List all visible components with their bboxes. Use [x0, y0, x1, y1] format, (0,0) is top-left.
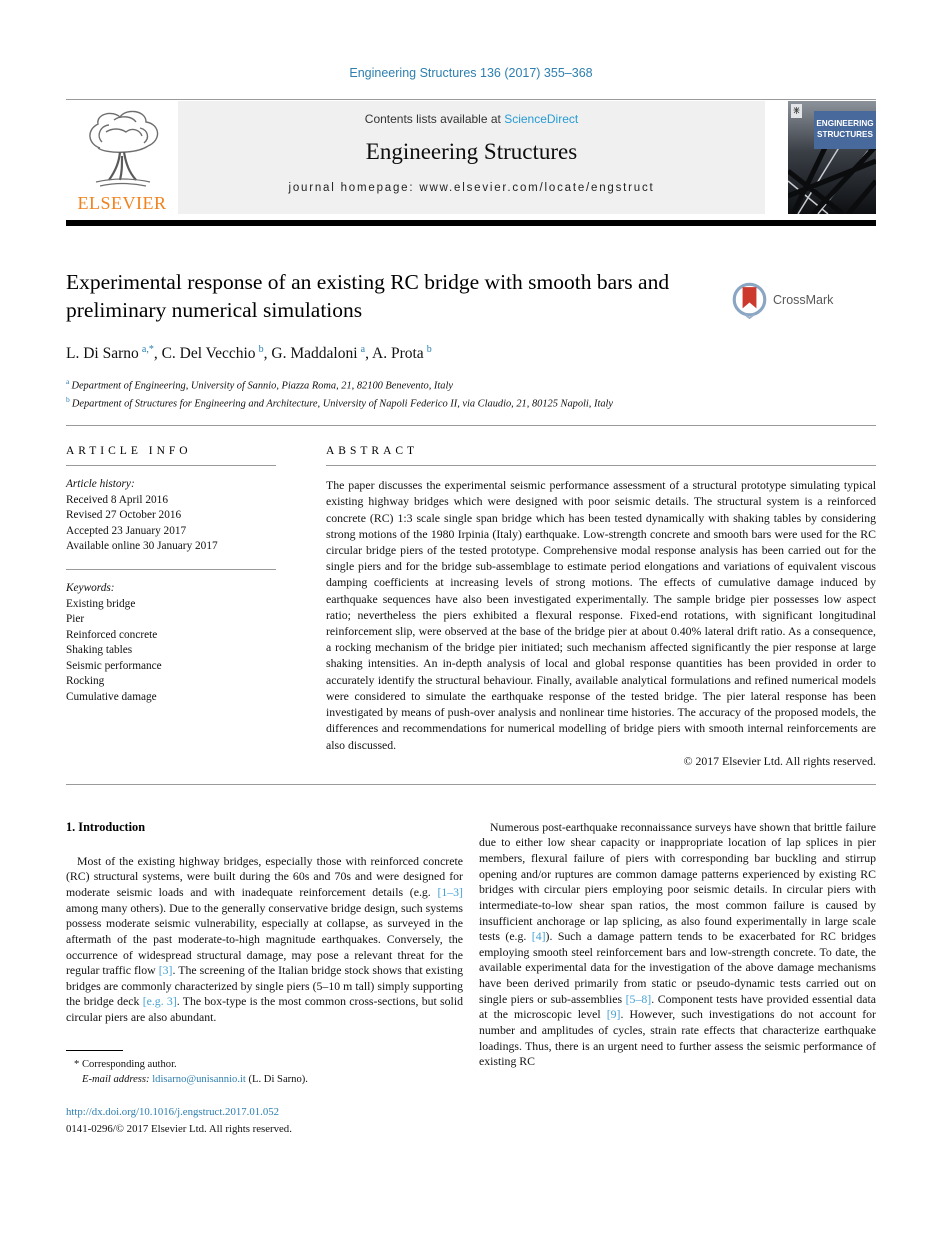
elsevier-tree-icon [76, 108, 168, 192]
homepage-line [178, 182, 765, 194]
text-segment: ). Such a damage pattern tends to be exacerbated for RC bridges employing smooth steel reinforcement bars and low-strength concrete. To date, the available experimental data for the investigation of the above damage mechanisms have been derived primarily from static or pseudo-dynamic tests carried out on single piers or sub-assemblies [479, 929, 876, 1006]
abstract-column [326, 426, 876, 769]
introduction-paragraph-left [66, 854, 463, 1026]
divider [326, 465, 876, 466]
email-label: E-mail address: [82, 1074, 153, 1086]
section-heading-introduction: 1. Introduction [66, 819, 146, 834]
author: G. Maddaloni [271, 344, 358, 362]
author-affiliation-mark: b [258, 343, 264, 355]
journal-cover-thumbnail [788, 101, 876, 214]
keywords-block [66, 581, 276, 706]
keyword: Cumulative damage [66, 691, 157, 703]
abstract-copyright: © 2017 Elsevier Ltd. All rights reserved. [683, 753, 876, 768]
cover-title-line2: STRUCTURES [817, 130, 873, 139]
crossmark-badge[interactable] [731, 276, 841, 325]
author-separator: , [263, 344, 272, 362]
title-row [66, 268, 876, 325]
text-segment: Most of the existing highway bridges, especially those with reinforced concrete (RC) structural systems, were built during the 60s and 70s and were designed for moderate seismic loads and with inadequate reinforcement details (e.g. [66, 853, 463, 900]
header-band [178, 101, 765, 214]
text-segment: Numerous post-earthquake reconnaissance surveys have shown that brittle failure due to either low shear capacity or inappropriate location of lap splices in pier members, flexural failure of piers with corresponding bar buckling and stirrup opening and/or ruptures are common damage patterns experienced by existing RC bridges with circular piers employing poor seismic details. In circular piers with intermediate-to-low shear span ratios, the most common failure is caused by insufficient anchorage or lap splicing, as also found experimentally in large scale tests (e.g. [479, 819, 876, 944]
journal-name: Engineering Structures [365, 139, 578, 164]
contents-prefix: Contents lists available at [364, 112, 505, 126]
keyword: Existing bridge [66, 597, 136, 610]
abstract-text: The paper discusses the experimental seismic performance assessment of a structural prototype simulating typical existing highway bridges which were designed with poor seismic details. The structural system is a reinforced concrete (RC) 1:3 scale single span bridge which has been tested dynamically with shaking tables by considering strong motions of the 1980 Irpinia (Italy) earthquake. Low-strength concrete and smooth bars were used for the RC circular bridge piers of the tested prototype. Comprehensive modal response analysis has been carried out for the single piers and for the bridge sub-assemblage to estimate period elongations and variations of equivalent viscous damping coefficients at increasing levels of strong motions. The effects of cumulative damage induced by earthquake sequences have also been investigated experimentally. The sample bridge pier possesses low aspect ratio; nevertheless the piers exhibited a flexural response. Fixed-end rotations, with significant longitudinal reinforcement slip, were observed at the base of the bridge pier at about 0.40% lateral drift ratio. As a consequence, a rocking mechanism of the bridge pier initiated; such mechanism affected significantly the pier response at large shaking intensities. An in-depth analysis of local and global response quantities has been provided in order to accurately identify the structural behaviour. Finally, available analytical formulations and refined numerical models were considered to simulate the earthquake response of the tested bridge. The pier lateral response has been investigated by means of push-over analysis and nonlinear time histories. The accuracy of the proposed models, the differences and recommendations for numerical modelling of bridge piers with smooth internal reinforcements are also discussed. [326, 478, 876, 752]
sciencedirect-link[interactable]: ScienceDirect [504, 112, 579, 126]
citation-ref[interactable]: [9] [606, 1007, 621, 1022]
divider [66, 99, 876, 100]
article-info-column [66, 426, 276, 769]
body-columns [66, 820, 876, 1137]
crossmark-icon [731, 282, 768, 319]
footnote-block [66, 1050, 463, 1088]
article-info-heading: ARTICLE INFO [66, 445, 192, 458]
citation-ref[interactable]: [4] [531, 929, 546, 944]
author: A. Prota [372, 344, 424, 362]
text-segment: . However, such investigations do not account for number and amplitudes of cycles, strain rate effects that characterize earthquake loadings. Thus, there is an urgent need to further assess the seismic performance of existing RC [479, 1007, 876, 1069]
email-line [66, 1072, 463, 1087]
affiliation-mark: b [66, 394, 70, 404]
affiliation-line [66, 394, 876, 412]
keyword: Seismic performance [66, 659, 162, 672]
affiliation-text: Department of Structures for Engineering and Architecture, University of Napoli Federico II, via Claudio, 21, 80125 Napoli, Italy [71, 398, 614, 410]
text-segment: . Component tests have provided essential data at the microscopic level [479, 991, 877, 1022]
journal-header [66, 101, 876, 214]
citation-ref[interactable]: [1–3] [437, 885, 463, 900]
history-item: Available online 30 January 2017 [66, 540, 218, 553]
article-history [66, 477, 276, 555]
article-title: Experimental response of an existing RC bridge with smooth bars and preliminary numerical simulations [66, 270, 670, 323]
citation-ref[interactable]: [3] [158, 963, 173, 978]
author-line [66, 344, 876, 363]
doi-link[interactable]: http://dx.doi.org/10.1016/j.engstruct.2017.01.052 [66, 1106, 280, 1119]
text-segment: among many others). Due to the generally conservative bridge design, such systems possess moderate seismic vulnerability, especially at collapse, as surveyed in the aftermath of the past moderate-to-high magnitude earthquakes. Conversely, the occurrence of widespread structural damage, may pose a relevant threat for the regular traffic flow [66, 900, 463, 978]
cover-title-line1: ENGINEERING [816, 119, 874, 128]
introduction-paragraph-right [479, 820, 876, 1070]
page-footer [66, 1104, 463, 1136]
text-segment: . The screening of the Italian bridge stock shows that existing bridges are commonly characterized by single piers (5–10 m tall) simply supporting the bridge deck [66, 963, 463, 1009]
author: L. Di Sarno [66, 344, 139, 362]
abstract-heading: ABSTRACT [326, 445, 419, 458]
info-abstract-section [66, 426, 876, 769]
elsevier-logo [66, 101, 178, 214]
keywords-label: Keywords: [66, 581, 115, 594]
homepage-url-link[interactable]: www.elsevier.com/locate/engstruct [419, 182, 655, 194]
affiliation-line [66, 376, 876, 394]
divider [66, 784, 876, 785]
footnote-rule [66, 1050, 123, 1051]
email-link[interactable]: ldisarno@unisannio.it [152, 1074, 246, 1086]
divider [66, 569, 276, 570]
citation-ref[interactable]: [5–8] [625, 991, 652, 1006]
divider [66, 465, 276, 466]
corresponding-author-note: * Corresponding author. [74, 1058, 177, 1070]
citation-ref[interactable]: [e.g. 3] [142, 994, 177, 1009]
affiliation-text: Department of Engineering, University of Sannio, Piazza Roma, 21, 82100 Benevento, Italy [71, 380, 453, 392]
right-column [479, 820, 876, 1137]
email-suffix: (L. Di Sarno). [245, 1074, 308, 1086]
affiliation-mark: a [66, 376, 70, 386]
left-column [66, 820, 463, 1137]
journal-citation-line: Engineering Structures 136 (2017) 355–368 [349, 66, 593, 80]
author-separator: , [365, 344, 372, 362]
keyword: Shaking tables [66, 644, 133, 657]
issn-copyright-line: 0141-0296/© 2017 Elsevier Ltd. All rights reserved. [66, 1122, 292, 1135]
history-item: Accepted 23 January 2017 [66, 524, 187, 537]
history-label: Article history: [66, 478, 135, 491]
contents-line [178, 112, 765, 126]
history-item: Revised 27 October 2016 [66, 509, 182, 522]
affiliations [66, 376, 876, 412]
text-segment: . The box-type is the most common cross-sections, but solid circular piers are also abundant. [66, 994, 463, 1025]
homepage-label: journal homepage: [288, 182, 420, 194]
author: C. Del Vecchio [161, 344, 256, 362]
keyword: Reinforced concrete [66, 628, 158, 641]
crossmark-label: CrossMark [773, 293, 834, 308]
elsevier-wordmark: ELSEVIER [77, 193, 167, 213]
keyword: Pier [66, 613, 85, 626]
author-affiliation-mark: a,* [141, 343, 154, 355]
author-separator: , [153, 344, 162, 362]
keyword: Rocking [66, 675, 105, 688]
author-affiliation-mark: a [360, 343, 366, 355]
history-item: Received 8 April 2016 [66, 493, 168, 506]
author-affiliation-mark: b [426, 343, 432, 355]
header-rule-bar [66, 220, 876, 226]
